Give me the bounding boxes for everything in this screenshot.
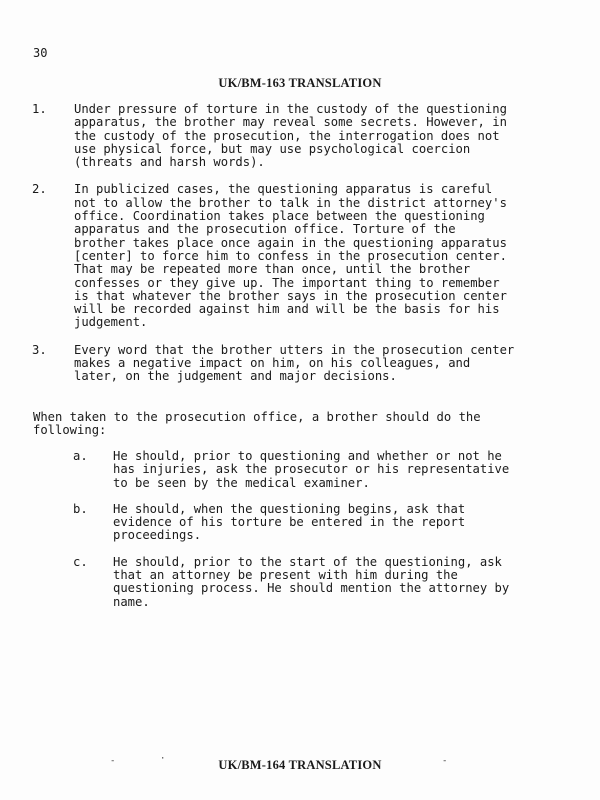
- item-number: 1.: [32, 102, 47, 116]
- item-text: He should, prior to the start of the questioning, ask that an attorney be present with him during the questioning process. He should mention the attorney by name.: [113, 554, 510, 609]
- lettered-item-b: [73, 503, 563, 543]
- numbered-item-3: [32, 344, 562, 384]
- lettered-list: [73, 450, 563, 622]
- item-number: 2.: [32, 182, 47, 197]
- item-text: Under pressure of torture in the custody of the questioning apparatus, the brother may reveal some secrets. However, in the custody of the prosecution, the interrogation does not use physical force, but may use psychological coercion (threats and harsh words).: [74, 102, 507, 170]
- lettered-item-c: [73, 556, 563, 609]
- item-text: In publicized cases, the questioning apparatus is careful not to allow the brother to talk in the district attorney's office. Coordination takes place between the questioning apparatus and the prosecution office. Torture of the brother takes place once again in the questioning apparatus [center] to force him to confess in the prosecution center. That may be repeated more than once, until the brother confesses or they give up. The important thing to remember is that whatever the brother says in the prosecution center will be recorded against him and will be the basis for his judgement.: [74, 182, 507, 330]
- item-letter: b.: [73, 501, 88, 516]
- item-number: 3.: [32, 342, 47, 357]
- translation-heading-next: UK/BM-164 TRANSLATION: [218, 758, 382, 772]
- numbered-item-1: [32, 103, 562, 169]
- item-text: He should, prior to questioning and whether or not he has injuries, ask the prosecutor or his representative to be seen by the medical examiner.: [113, 449, 510, 490]
- numbered-list: [32, 103, 562, 398]
- scan-speck: ·: [160, 754, 166, 764]
- numbered-item-2: [32, 183, 562, 329]
- item-text: He should, when the questioning begins, ask that evidence of his torture be entered in the report proceedings.: [113, 501, 466, 543]
- page-number: 30: [33, 46, 48, 60]
- item-letter: a.: [73, 449, 88, 463]
- scan-speck: -: [110, 756, 116, 766]
- item-text: Every word that the brother utters in the prosecution center makes a negative impact on him, on his colleagues, and later, on the judgement and major decisions.: [74, 342, 515, 384]
- lettered-item-a: [73, 450, 563, 490]
- item-letter: c.: [73, 554, 88, 569]
- scan-speck: -: [442, 756, 448, 766]
- intro-paragraph: When taken to the prosecution office, a brother should do the following:: [33, 410, 481, 438]
- translation-heading: UK/BM-163 TRANSLATION: [218, 76, 382, 90]
